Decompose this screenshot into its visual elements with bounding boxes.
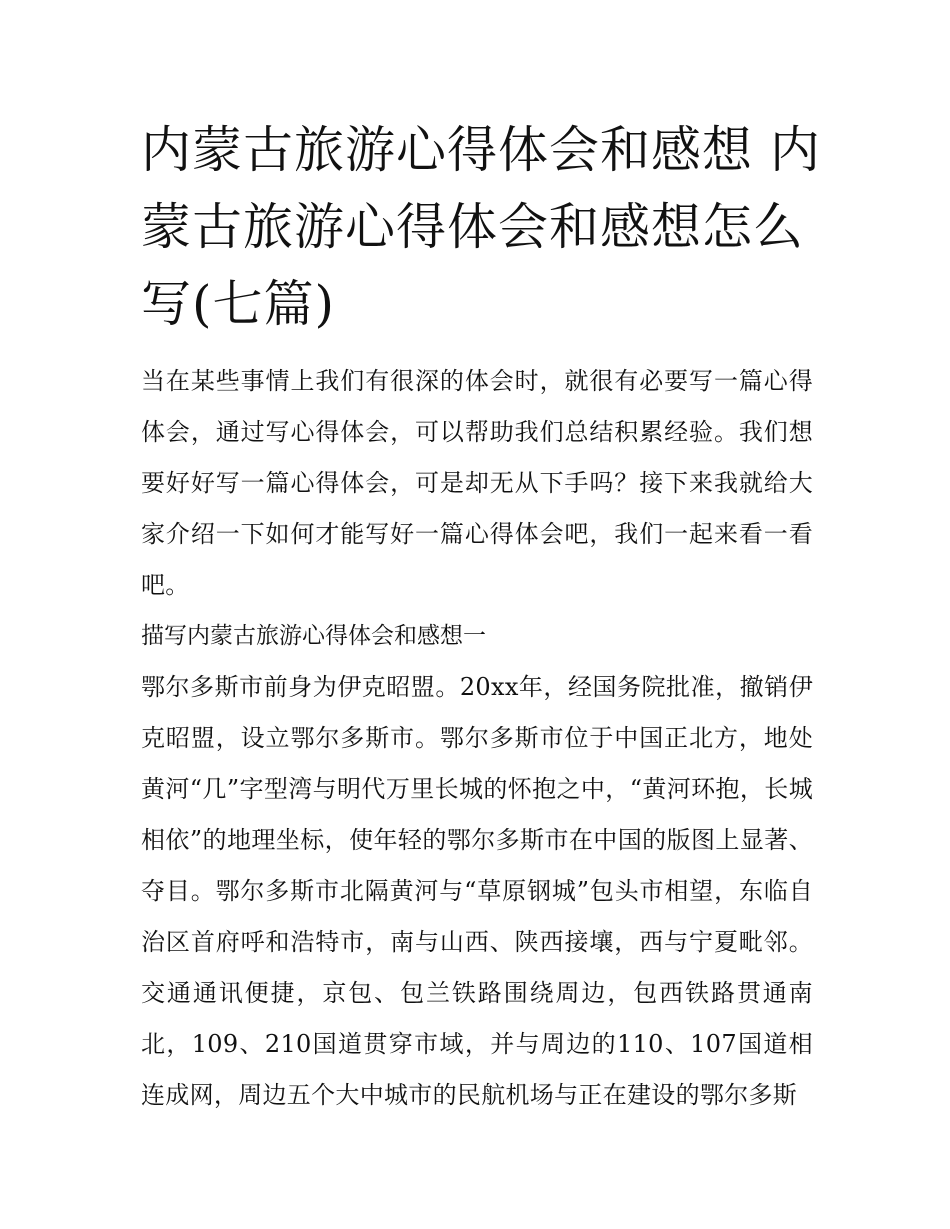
document-body [141, 356, 813, 1121]
section-paragraph: 鄂尔多斯市前身为伊克昭盟。20xx年，经国务院批准，撤销伊克昭盟，设立鄂尔多斯市。鄂尔多斯市位于中国正北方，地处黄河“几”字型湾与明代万里长城的怀抱之中，“黄河环抱，长城相依”的地理坐标，使年轻的鄂尔多斯市在中国的版图上显著、夺目。鄂尔多斯市北隔黄河与“草原钢城”包头市相望，东临自治区首府呼和浩特市，南与山西、陕西接壤，西与宁夏毗邻。交通通讯便捷，京包、包兰铁路围绕周边，包西铁路贯通南北，109、210国道贯穿市域，并与周边的110、107国道相连成网，周边五个大中城市的民航机场与正在建设的鄂尔多斯 [141, 673, 813, 1109]
intro-paragraph: 当在某些事情上我们有很深的体会时，就很有必要写一篇心得体会，通过写心得体会，可以帮助我们总结积累经验。我们想要好好写一篇心得体会，可是却无从下手吗？接下来我就给大家介绍一下如何才能写好一篇心得体会吧，我们一起来看一看吧。 [141, 367, 813, 599]
section-heading: 描写内蒙古旅游心得体会和感想一 [141, 623, 486, 649]
document-title: 内蒙古旅游心得体会和感想 内蒙古旅游心得体会和感想怎么写(七篇) [141, 121, 821, 333]
